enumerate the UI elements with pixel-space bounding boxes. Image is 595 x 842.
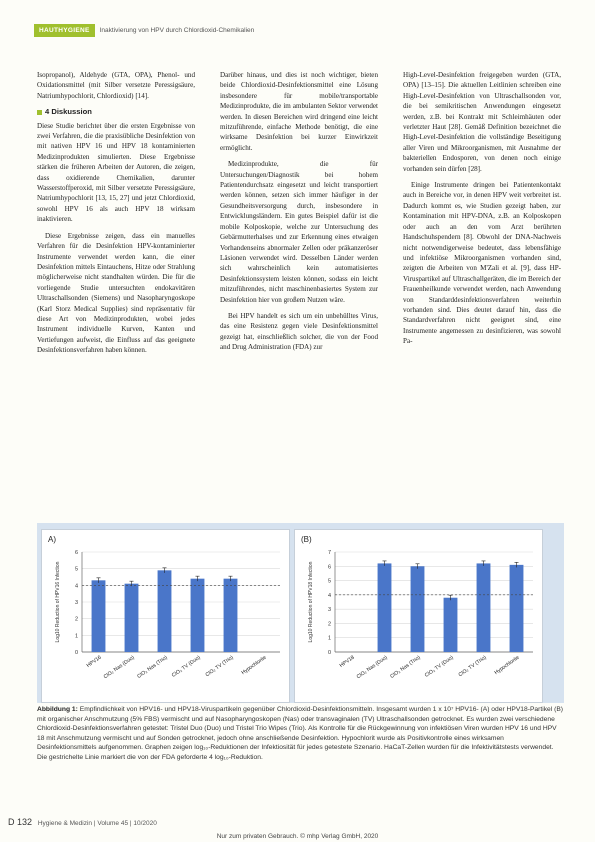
y-tick-label: 0 <box>74 650 78 656</box>
x-tick-label: ClO₂ Nas (Duo) <box>102 654 136 681</box>
paragraph: Einige Instrumente dringen bei Patientenkontakt auch in Bereiche vor, in denen HPV weit verbreitet ist. Dadurch kommt es, wie Studien gezeigt haben, zur Kontamination mit HPV-DNA, z.B. an Kolposkopen oder auch an den vom Arzt berührten Handschuhspendern [8]. Obwohl der DNA-Nachweis nicht notwendigerweise bedeutet, dass lebensfähige und infektiöse Mikroorganismen vorhanden sind, zeigten die Arbeiten von M'Zali et al. [9], dass HP-Viruspartikel auf Ultraschallgeräten, die im Bereich der Frauenheilkunde verwendet werden, nach Anwendung von Standarddesinfektionsverfahren weiterhin vorhanden sind. Dies deutet darauf hin, dass die Standardverfahren nicht geeignet sind, eine Instrumente angemessen zu desinfizieren, was sowohl Pa- <box>403 181 561 346</box>
x-tick-label: ClO₂ TV (Duo) <box>423 654 455 679</box>
running-title: Inaktivierung von HPV durch Chlordioxid-Chemikalien <box>99 27 255 34</box>
bar <box>378 563 392 652</box>
chart-a-svg <box>42 530 289 702</box>
x-tick-label: HPV16 <box>85 654 103 670</box>
paragraph: Darüber hinaus, und dies ist noch wichtiger, bieten beide Chlordioxid-Desinfektionsmittel eine Lösung insbesondere für mobile/transportable Medizinprodukte, die im ambulanten Sektor verwendet werden. In diesen Bereichen wird dringend eine leicht mitzuführende, einfache Methode benötigt, die eine wirksame Desinfektion bei kurzer Einwirkzeit ermöglicht. <box>220 71 378 152</box>
y-axis-label: Log10 Reduction of HPV16 Infection <box>55 561 61 643</box>
x-tick-label: HPV18 <box>338 654 356 670</box>
caption-text: Empfindlichkeit von HPV16- und HPV18-Viruspartikeln gegenüber Chlordioxid-Desinfektionsmitteln. Insgesamt wurden 1 x 10⁷ HPV16- (A) oder HPV18-Partikel (B) mit organischer Anschmutzung (5% FBS) vermischt und auf Nasopharyngoskopen (Nas) oder transvaginalen (TV) Ultraschallsonden getrocknet. Es wurden zwei verschiedene Chlordioxid-Desinfektionsverfahren getestet: Tristel Duo (Duo) und Tristel Trio Wipes (Trio). Als Kontrolle für die Rückgewinnung von infektiösen Viren wurden HPV 16 und HPV 18 mit Anschmutzung vermischt und auf Sonden getrocknet, jedoch ohne anschließende Desinfektion. Hypochlorit wurde als Positivkontrolle eines wirksamen Desinfektionsmittels aufgenommen. Graphen zeigen log₁₀-Reduktionen der Infektiosität für jedes getestete Szenario. HaCaT-Zellen wurden für die Infektivitätstests verwendet. Die gestrichelte Linie markiert die von der FDA geforderte 4 log₁₀-Reduktion. <box>37 706 564 761</box>
figure-1 <box>37 523 564 703</box>
y-axis-label: Log10 Reduction of HPV18 Infection <box>308 561 314 643</box>
paragraph: Diese Studie berichtet über die ersten Ergebnisse von zwei Verfahren, die die praxisübliche Desinfektion von mit nativen HPV 16 und HPV 18 kontaminierten Medizinprodukten simulierten. Diese Ergebnisse stärken die früheren Arbeiten der Autoren, die zeigen, dass oxidierende Chemikalien, darunter Wasserstoffperoxid, mit Silber versetzte Peressigsäure, Natriumhypochlorit [13, 15, 27] und jetzt Chlordioxid, sowohl HPV 16 als auch HPV 18 wirksam inaktivieren. <box>37 121 195 224</box>
bar <box>477 563 491 652</box>
chart-title: (B) <box>301 535 312 544</box>
y-tick-label: 6 <box>74 550 78 556</box>
section-heading-text: 4 Diskussion <box>45 107 92 117</box>
copyright-notice: Nur zum privaten Gebrauch. © mhp Verlag GmbH, 2020 <box>216 833 379 840</box>
paragraph: Medizinprodukte, die für Untersuchungen/Diagnostik bei hohem Patientendurchsatz eingesetzt und leicht transportiert werden können, setzen sich immer häufiger in der Gesundheitsversorgung durch, insbesondere in Entwicklungsländern. Ein gutes Beispiel dafür ist die mobile Kolposkopie, welche zur Untersuchung des Gebärmutterhalses und zur Erkennung eines etwaigen Vorhandenseins abnormaler Zellen oder präkanzeröser Läsionen verwendet wird. Desselben Länder werden sich wahrscheinlich kein automatisiertes Desinfektionssystem leisten können, sodass ein leicht mitzuführendes, nicht maschinenbasiertes System zur Desinfektion hier von großem Nutzen wäre. <box>220 160 378 304</box>
bar <box>158 570 172 652</box>
y-tick-label: 5 <box>74 566 78 573</box>
column-2 <box>220 70 378 495</box>
x-tick-label: ClO₂ Nas (Trio) <box>389 654 422 680</box>
paragraph: Diese Ergebnisse zeigen, dass ein manuelles Verfahren für die Desinfektion HPV-kontaminierter Instrumente verwendet werden kann, die einer Desinfektion mittels Eintauchens, Hitze oder Strahlung möglicherweise nicht standhalten würden. Die für die vorliegende Studie untersuchten endokavitären Ultraschallsonden (Siemens) und Nasopharyngoskope (Karl Storz Medical Supplies) sind repräsentativ für diese Art von Medizinprodukten, wobei jedes Instrument individuelle Kurven, Kanten und Vertiefungen aufweist, die Einfluss auf das geeignete Desinfektionsverfahren haben können. <box>37 231 195 355</box>
y-tick-label: 7 <box>327 550 331 556</box>
y-tick-label: 1 <box>327 635 331 642</box>
y-tick-label: 5 <box>327 578 331 585</box>
chart-panel-a <box>41 529 290 703</box>
section-tag: HAUTHYGIENE <box>34 24 95 37</box>
bar <box>92 580 106 652</box>
page-footer <box>8 817 157 827</box>
page-number: D 132 <box>8 817 33 827</box>
paragraph: High-Level-Desinfektion freigegeben wurden (GTA, OPA) [13–15]. Die aktuellen Leitlinien schreiben eine High-Level-Desinfektion von Ultraschallsonden vor, die bei semikritischen Anwendungen eingesetzt werden, z.B. bei Kontrakt mit Schleimhäuten oder verletzter Haut [28]. Gemäß Definition bezeichnet die High-Level-Desinfektion die vollständige Beseitigung aller Viren und Mikroorganismen, mit Ausnahme der bakteriellen Endosporen, von denen noch einige vorhanden sein dürfen [28]. <box>403 71 561 173</box>
paragraph: Isopropanol), Aldehyde (GTA, OPA), Phenol- und Oxidationsmittel (mit Silber versetzte Peressigsäure, Natriumhypochlorit, Chlordioxid) [14]. <box>37 71 195 100</box>
y-tick-label: 0 <box>327 650 331 656</box>
section-heading <box>37 107 195 117</box>
x-tick-label: ClO₂ Nas (Duo) <box>355 654 389 681</box>
chart-title: A) <box>48 535 56 544</box>
bar <box>444 598 458 652</box>
y-tick-label: 4 <box>74 583 78 590</box>
caption-label: Abbildung 1: <box>37 706 78 713</box>
bar <box>224 579 238 652</box>
figure-caption <box>37 705 564 763</box>
bar <box>125 584 139 652</box>
x-tick-label: ClO₂ TV (Duo) <box>170 654 202 679</box>
body-columns <box>37 70 561 495</box>
y-tick-label: 3 <box>327 607 331 614</box>
y-tick-label: 1 <box>74 633 78 640</box>
journal-info: Hygiene & Medizin | Volume 45 | 10/2020 <box>37 820 157 827</box>
y-tick-label: 6 <box>327 564 331 571</box>
x-tick-label: ClO₂ TV (Trio) <box>204 654 235 679</box>
x-tick-label: ClO₂ TV (Trio) <box>457 654 488 679</box>
bar <box>411 566 425 652</box>
chart-b-svg <box>295 530 542 702</box>
bar <box>510 565 524 652</box>
bar <box>191 579 205 652</box>
running-header <box>34 24 564 37</box>
y-tick-label: 2 <box>74 616 78 623</box>
x-tick-label: ClO₂ Nas (Trio) <box>136 654 169 680</box>
x-tick-label: Hypochlorite <box>493 654 521 677</box>
y-tick-label: 3 <box>74 600 78 606</box>
column-1 <box>37 70 195 495</box>
y-tick-label: 4 <box>327 592 331 599</box>
column-3 <box>403 70 561 495</box>
x-tick-label: Hypochlorite <box>240 654 268 677</box>
y-tick-label: 2 <box>327 621 331 628</box>
square-bullet-icon <box>37 110 42 115</box>
chart-panel-b <box>294 529 543 703</box>
paragraph: Bei HPV handelt es sich um ein unbehülltes Virus, das eine Resistenz gegen viele Desinfektionsmittel gezeigt hat, einschließlich solcher, die von der Food and Drug Administration (FDA) zur <box>220 311 378 352</box>
